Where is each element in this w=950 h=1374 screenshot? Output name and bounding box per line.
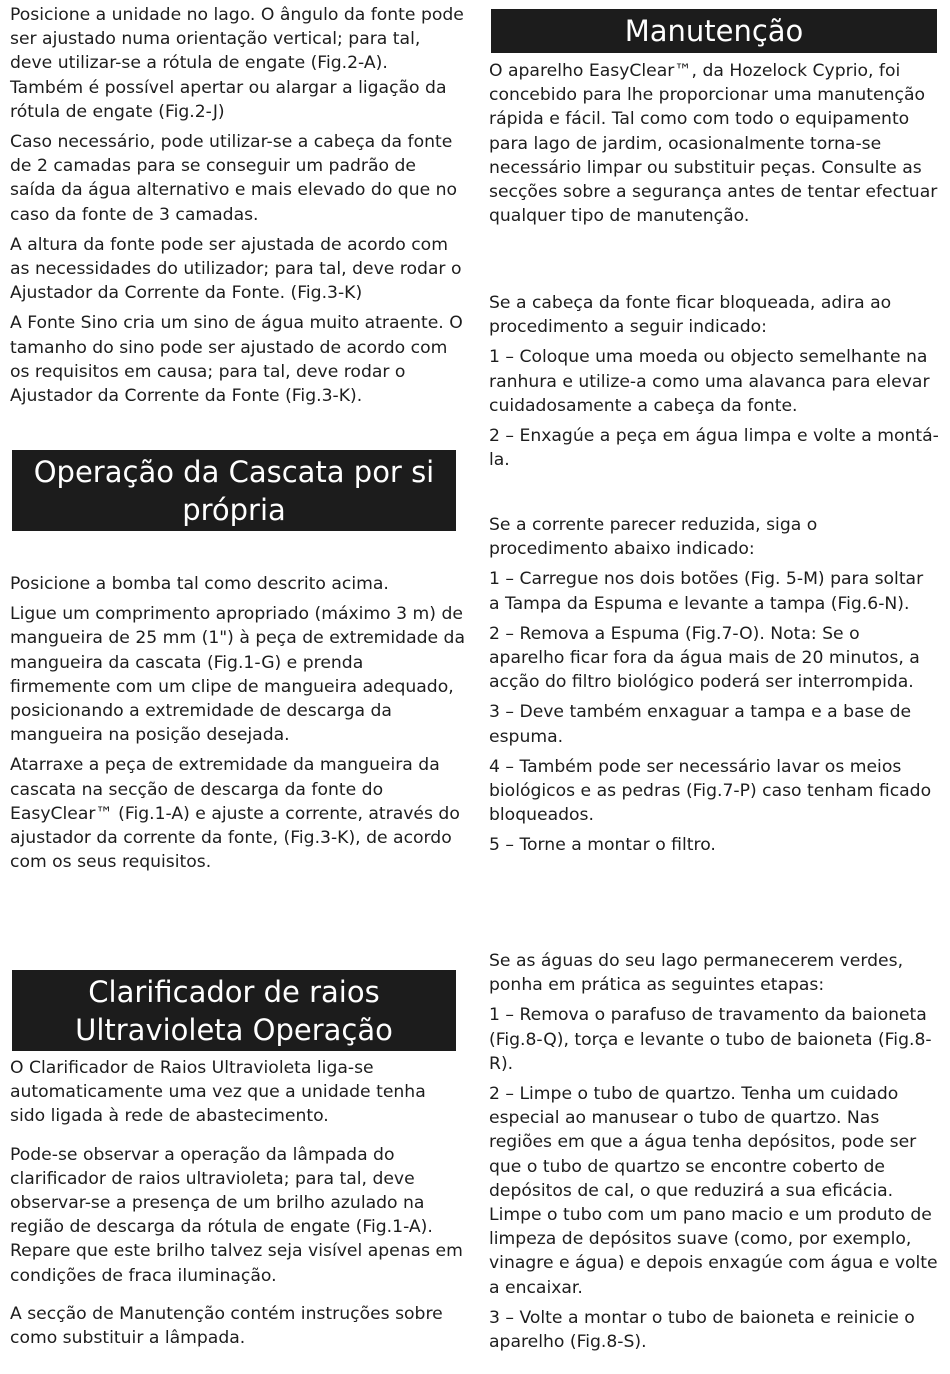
list-item: 3 – Volte a montar o tubo de baioneta e reinicie o aparelho (Fig.8-S).: [489, 1307, 915, 1353]
paragraph: O Clarificador de Raios Ultravioleta liga-se automaticamente uma vez que a unidade tenha sido ligada à rede de abastecimento.: [10, 1058, 426, 1127]
flow-procedure: [489, 513, 939, 858]
list-item: 5 – Torne a montar o filtro.: [489, 835, 716, 856]
maintenance-heading: Manutenção: [491, 9, 937, 53]
uv-section-body: [10, 1056, 466, 1350]
list-item: 1 – Remova o parafuso de travamento da baioneta (Fig.8-Q), torça e levante o tubo de baioneta (Fig.8-R).: [489, 1005, 932, 1074]
fountain-head-procedure: [489, 291, 939, 472]
paragraph: Se as águas do seu lago permanecerem verdes, ponha em prática as seguintes etapas:: [489, 951, 904, 996]
list-item: 3 – Deve também enxaguar a tampa e a base de espuma.: [489, 702, 912, 747]
list-item: 2 – Remova a Espuma (Fig.7-O). Nota: Se o aparelho ficar fora da água mais de 20 minutos, a acção do filtro biológico poderá ser interrompida.: [489, 623, 920, 693]
fountain-instructions: [10, 3, 466, 408]
list-item: 1 – Carregue nos dois botões (Fig. 5-M) para soltar a Tampa da Espuma e levante a tampa (Fig.6-N).: [489, 569, 924, 614]
paragraph: Posicione a unidade no lago. O ângulo da fonte pode ser ajustado numa orientação vertical; para tal, deve utilizar-se a rótula de engate (Fig.2-A). Também é possível apertar ou alargar a ligação da rótula de engate (Fig.2-J): [10, 5, 464, 122]
list-item: 2 – Enxagúe a peça em água limpa e volte a montá-la.: [489, 426, 939, 471]
paragraph: A Fonte Sino cria um sino de água muito atraente. O tamanho do sino pode ser ajustado de acordo com os requisitos em causa; para tal, deve rodar o Ajustador da Corrente da Fonte (Fig.3-K).: [10, 313, 463, 407]
cascade-section-body: [10, 572, 466, 874]
paragraph: Se a corrente parecer reduzida, siga o procedimento abaixo indicado:: [489, 515, 818, 560]
paragraph: Posicione a bomba tal como descrito acima.: [10, 574, 389, 594]
paragraph: Pode-se observar a operação da lâmpada do clarificador de raios ultravioleta; para tal, deve observar-se a presença de um brilho azulado na região de descarga da rótula de engate (Fig.1-A). Repare que este brilho talvez seja visível apenas em condições de fraca iluminação.: [10, 1144, 463, 1286]
paragraph: A altura da fonte pode ser ajustada de acordo com as necessidades do utilizador; para tal, deve rodar o Ajustador da Corrente da Fonte. (Fig.3-K): [10, 234, 462, 304]
paragraph: A secção de Manutenção contém instruções sobre como substituir a lâmpada.: [10, 1303, 443, 1349]
paragraph: Se a cabeça da fonte ficar bloqueada, adira ao procedimento a seguir indicado:: [489, 293, 892, 338]
list-item: 1 – Coloque uma moeda ou objecto semelhante na ranhura e utilize-a como uma alavanca para elevar cuidadosamente a cabeça da fonte.: [489, 347, 930, 416]
paragraph: O aparelho EasyClear™, da Hozelock Cyprio, foi concebido para lhe proporcionar uma manutenção rápida e fácil. Tal como com todo o equipamento para lago de jardim, ocasionalmente torna-se necessário limpar ou substituir peças. Consulte as secções sobre a segurança antes de tentar efectuar qualquer tipo de manutenção.: [489, 61, 938, 227]
paragraph: Caso necessário, pode utilizar-se a cabeça da fonte de 2 camadas para se conseguir um padrão de saída da água alternativo e mais elevado do que no caso da fonte de 3 camadas.: [10, 132, 458, 225]
cascade-section-heading: Operação da Cascata por si própria: [12, 450, 456, 531]
paragraph: Ligue um comprimento apropriado (máximo 3 m) de mangueira de 25 mm (1") à peça de extremidade da mangueira da cascata (Fig.1-G) e prenda firmemente com um clipe de mangueira adequado, posicionando a extremidade de descarga da mangueira na posição desejada.: [10, 604, 465, 746]
maintenance-intro: [489, 59, 939, 228]
list-item: 4 – Também pode ser necessário lavar os meios biológicos e as pedras (Fig.7-P) caso tenham ficado bloqueados.: [489, 756, 932, 826]
uv-section-heading: Clarificador de raios Ultravioleta Operação: [12, 970, 456, 1051]
green-water-procedure: [489, 949, 939, 1354]
list-item: 2 – Limpe o tubo de quartzo. Tenha um cuidado especial ao manusear o tubo de quartzo. Nas regiões em que a água tenha depósitos, pode ser que o tubo de quartzo se encontre coberto de depósitos de cal, o que reduzirá a sua eficácia. Limpe o tubo com um pano macio e um produto de limpeza de depósitos suave (como, por exemplo, vinagre e água) e depois enxagúe com água e volte a encaixar.: [489, 1084, 938, 1298]
paragraph: Atarraxe a peça de extremidade da mangueira da cascata na secção de descarga da fonte do EasyClear™ (Fig.1-A) e ajuste a corrente, através do ajustador da corrente da fonte, (Fig.3-K), de acordo com os seus requisitos.: [10, 755, 460, 873]
